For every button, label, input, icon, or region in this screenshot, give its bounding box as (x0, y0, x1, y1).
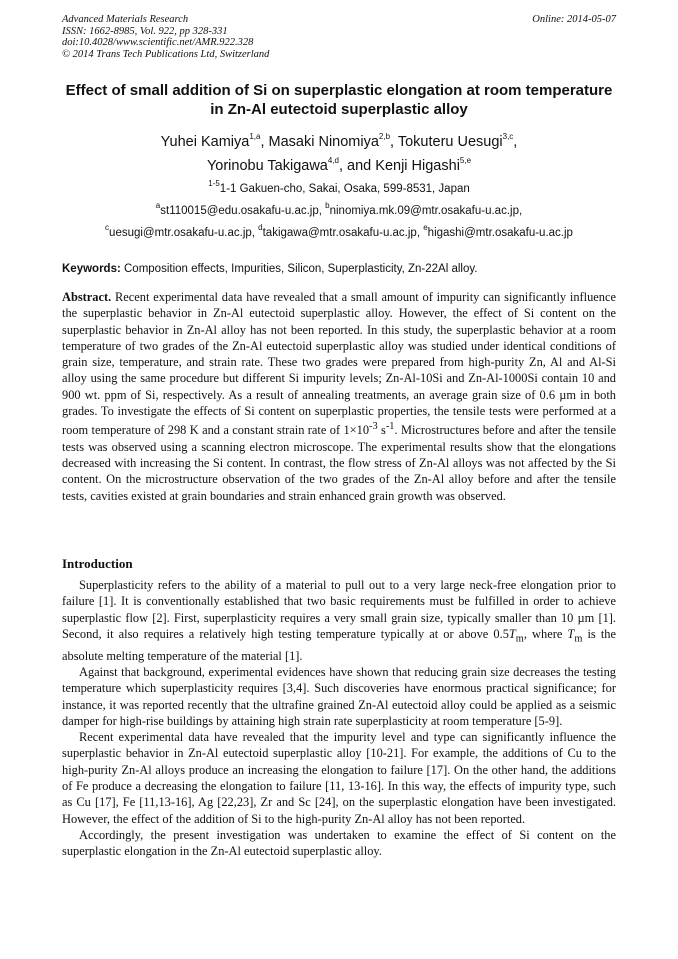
doi-line: doi:10.4028/www.scientific.net/AMR.922.328 (62, 37, 254, 48)
copyright-line: © 2014 Trans Tech Publications Ltd, Switzerland (62, 48, 270, 60)
email-sup: c (105, 223, 110, 233)
intro-subscript: m (574, 633, 583, 645)
abstract-text: . Microstructures before and after the tensile tests was observed using a scanning electron microscope. The experimental results show that the elongations decreased with increasing the Si content. In contrast, the flow stress of Zn-Al alloys was not affected by the Si content. On the microstructure observation of the two grades of the Zn-Al alloy before and after the tensile tests, cavities existed at grain boundaries and strain enhanced grain growth was observed. (62, 423, 617, 503)
introduction-body (62, 577, 616, 860)
email-sup: a (155, 201, 161, 211)
affiliation-sup: 1-5 (208, 179, 220, 189)
email-sup: b (325, 201, 330, 211)
email-line-2: $^c$uesugi@mtr.osakafu-u.ac.jp, $^d$takigawa@mtr.osakafu-u.ac.jp, $^e$higashi@mtr.osakafu-u.ac.jp (105, 223, 573, 239)
author-list (62, 130, 616, 178)
author-name: Tokuteru Uesugi (397, 134, 503, 150)
email-address[interactable]: uesugi@mtr.osakafu-u.ac.jp (109, 227, 252, 239)
issn-line: ISSN: 1662-8985, Vol. 922, pp 328-331 (62, 25, 228, 37)
author-line-1: Yuhei Kamiya$^{1,a}$, Masaki Ninomiya$^{2,b}$, Tokuteru Uesugi$^{3,c}$, (160, 132, 518, 150)
intro-text: Superplasticity refers to the ability of a material to pull out to a very large neck-free elongation prior to failure [1]. It is conventionally established that two basic requirements must be fulfilled in order to achieve superplastic flow [2]. First, superplasticity requires a very small grain size, typically smaller than 10 µm [1]. Second, it also requires a relatively high testing temperature typically at or above 0.5 (62, 578, 616, 641)
author-name: Masaki Ninomiya (268, 134, 379, 150)
author-sup: 1,a (249, 132, 261, 142)
keywords-label: Keywords: (62, 263, 121, 275)
abstract (62, 289, 616, 504)
author-sup: 4,d (327, 156, 339, 166)
abstract-unit-exponent: -1 (385, 421, 395, 433)
intro-paragraph-2: Against that background, experimental evidences have shown that reducing grain size decreases the testing temperature which superplasticity requires [3,4]. Such discoveries have enormous practical significance; for instance, it was reported recently that the ultrafine grained Zn-Al eutectoid alloy could be applied as a seismic damper for high-rise buildings by attaining high strain rate superplasticity at room temperature [5-9]. (62, 664, 616, 728)
keywords-text: Composition effects, Impurities, Silicon, Superplasticity, Zn-22Al alloy. (124, 263, 478, 275)
online-date: Online: 2014-05-07 (532, 14, 616, 25)
affiliation (62, 179, 616, 196)
abstract-label: Abstract. (62, 290, 112, 304)
intro-text: , where (523, 626, 568, 641)
abstract-exponent: -3 (369, 421, 378, 433)
intro-paragraph-1 (62, 577, 616, 664)
author-name: Kenji Higashi (375, 158, 460, 174)
intro-symbol: T (508, 626, 516, 641)
paper-title: Effect of small addition of Si on superplastic elongation at room temperature in Zn-Al eutectoid superplastic alloy (65, 82, 613, 118)
author-sup: 5,e (459, 156, 472, 166)
email-sup: e (423, 223, 428, 233)
abstract-text: Recent experimental data have revealed that a small amount of impurity can significantly influence the superplastic behavior in Zn-Al eutectoid superplastic alloy. However, the effect of Si content on the superplastic behavior in Zn-Al alloy has not been reported. In this study, the superplastic behavior at a room temperature of two grades of the Zn-Al eutectoid superplastic alloy was studied under identical conditions of grain size, temperature, and strain rate. These two grades were prepared from high-purity Zn, Al and Al-Si alloy using the same procedure but different Si impurity levels; Zn-Al-10Si and Zn-Al-1000Si contain 10 and 900 wt. ppm of Si, respectively. As a result of annealing treatments, an average grain size of 0.6 µm in both grades. To investigate the effects of Si content on superplastic properties, the tensile tests were performed at a room temperature of 298 K and a constant strain rate of 1×10 (62, 290, 616, 438)
intro-subscript: m (515, 633, 524, 645)
author-sup: 2,b (378, 132, 391, 142)
intro-symbol: T (567, 626, 575, 641)
author-line-2: Yorinobu Takigawa$^{4,d}$, and Kenji Higashi$^{5,e}$ (206, 156, 472, 174)
email-sup: d (258, 223, 263, 233)
section-heading: Introduction (62, 556, 133, 571)
email-address[interactable]: takigawa@mtr.osakafu-u.ac.jp (262, 227, 417, 239)
author-sup: 3,c (502, 132, 514, 142)
abstract-unit: s (377, 423, 386, 438)
email-line-1: $^a$st110015@edu.osakafu-u.ac.jp, $^b$ninomiya.mk.09@mtr.osakafu-u.ac.jp, (155, 201, 523, 217)
journal-header (62, 14, 616, 60)
email-address[interactable]: higashi@mtr.osakafu-u.ac.jp (427, 227, 573, 239)
journal-name: Advanced Materials Research (62, 14, 189, 25)
intro-paragraph-3: Recent experimental data have revealed that the impurity level and type can significantly influence the superplastic behavior in Zn-Al eutectoid superplastic alloy [10-21]. For example, the additions of Cu to the high-purity Zn-Al alloys produce an increasing the elongation to failure [17]. On the other hand, the additions of Fe produce a decreasing the elongation to failure [11, 13-16]. In this way, the effects of impurity type, such as Cu [17], Fe [11,13-16], Ag [22,23], Zr and Sc [24], on the superplastic elongation have been investigated. However, the effect of the addition of Si to the high-purity Zn-Al alloy has not been reported. (62, 730, 616, 826)
intro-paragraph-4: Accordingly, the present investigation was undertaken to examine the effect of Si content on the superplastic elongation in the Zn-Al eutectoid superplastic alloy. (62, 827, 616, 859)
author-name: Yorinobu Takigawa (206, 158, 328, 174)
email-address[interactable]: st110015@edu.osakafu-u.ac.jp (160, 205, 319, 217)
email-address[interactable]: ninomiya.mk.09@mtr.osakafu-u.ac.jp (329, 205, 519, 217)
intro-text: is the absolute melting temperature of the material [1]. (62, 626, 616, 663)
keywords (62, 262, 616, 276)
affiliation-address: 1-1 Gakuen-cho, Sakai, Osaka, 599-8531, Japan (219, 183, 470, 195)
author-name: Yuhei Kamiya (160, 134, 250, 150)
